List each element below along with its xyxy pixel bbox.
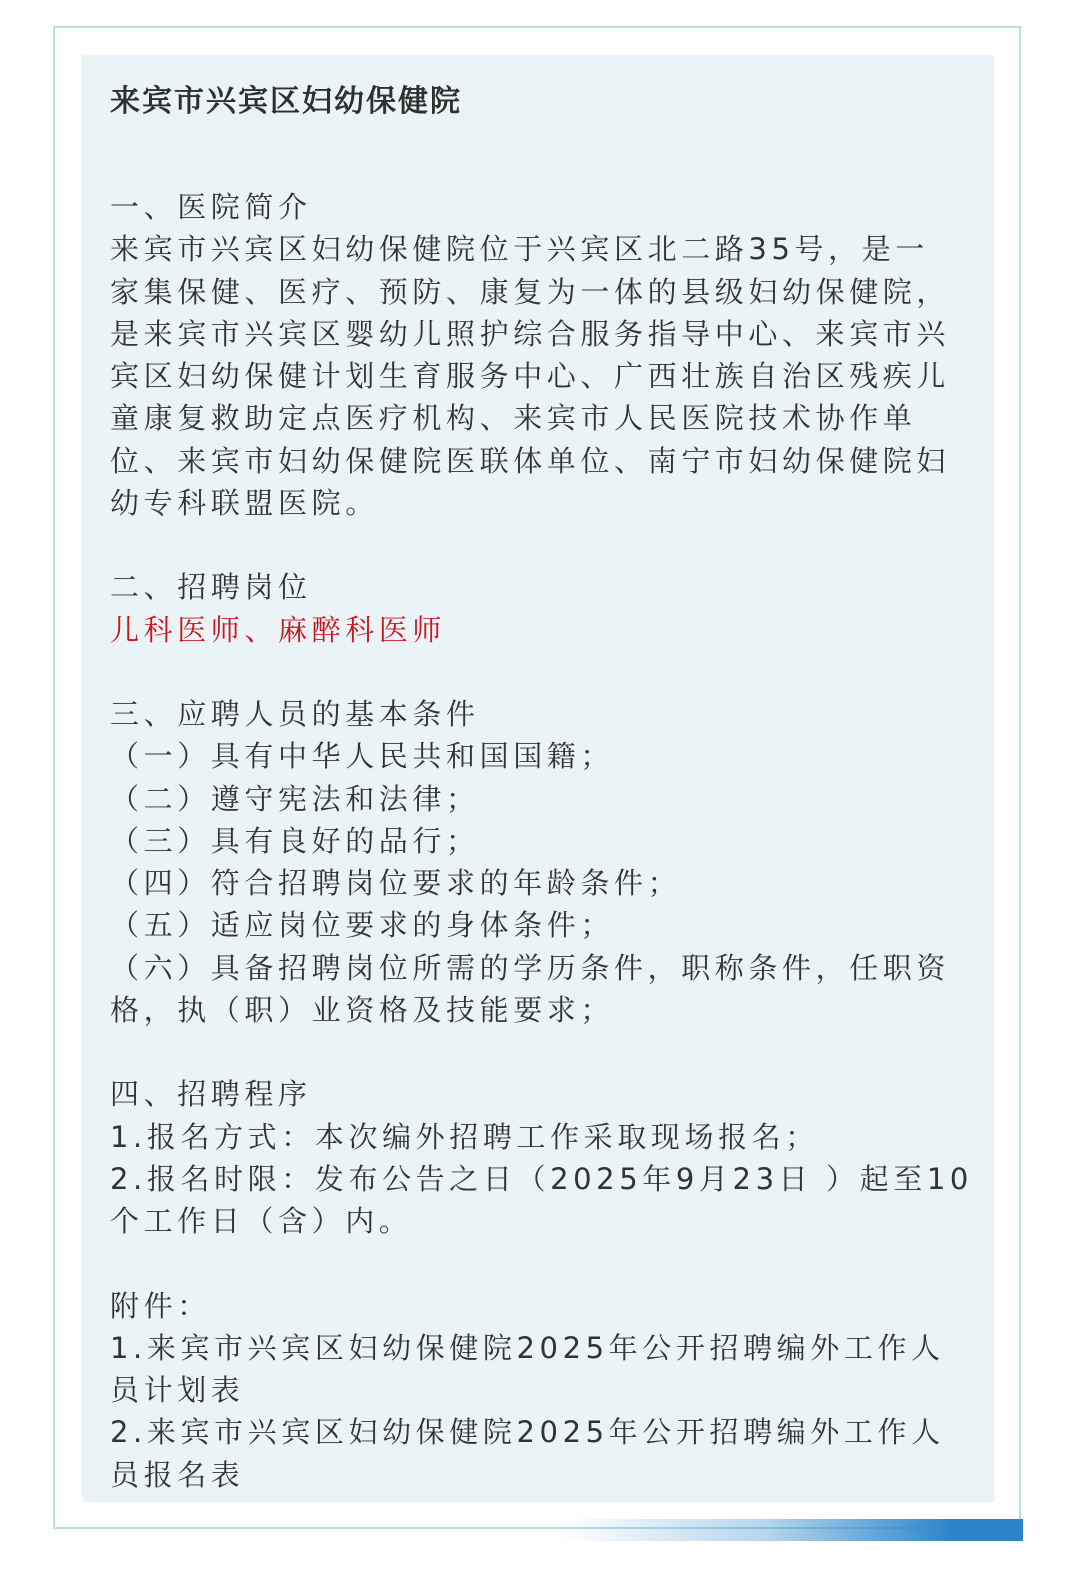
section-requirements xyxy=(110,693,970,1031)
requirement-item: （三）具有良好的品行； xyxy=(110,823,480,858)
paragraph-line: 家集保健、医疗、预防、康复为一体的县级妇幼保健院， xyxy=(110,274,951,309)
section-heading: 三、应聘人员的基本条件 xyxy=(110,696,480,731)
paragraph-line: 位、来宾市妇幼保健院医联体单位、南宁市妇幼保健院妇 xyxy=(110,443,951,478)
section-positions xyxy=(110,566,970,651)
paragraph-line: 幼专科联盟医院。 xyxy=(110,486,379,521)
requirement-item: （六）具备招聘岗位所需的学历条件，职称条件，任职资 xyxy=(110,950,951,985)
requirement-item: （四）符合招聘岗位要求的年龄条件； xyxy=(110,866,682,901)
paragraph-line: 宾区妇幼保健计划生育服务中心、广西壮族自治区残疾儿 xyxy=(110,359,951,394)
procedure-item: 1.报名方式：本次编外招聘工作采取现场报名； xyxy=(110,1119,819,1154)
procedure-item: 2.报名时限：发布公告之日（2025年9月23日 ）起至10 xyxy=(110,1161,973,1196)
paragraph-line: 来宾市兴宾区妇幼保健院位于兴宾区北二路35号，是一 xyxy=(110,232,929,267)
attachment-item-continued: 员计划表 xyxy=(110,1373,245,1408)
section-heading: 四、招聘程序 xyxy=(110,1077,312,1112)
section-attachments xyxy=(110,1285,970,1496)
paragraph-line: 是来宾市兴宾区婴幼儿照护综合服务指导中心、来宾市兴 xyxy=(110,316,951,351)
attachments-heading: 附件： xyxy=(110,1288,211,1323)
section-heading: 二、招聘岗位 xyxy=(110,570,312,605)
positions-list: 儿科医师、麻醉科医师 xyxy=(110,612,447,647)
attachment-item-continued: 员报名表 xyxy=(110,1457,245,1492)
procedure-item-continued: 个工作日（含）内。 xyxy=(110,1204,413,1239)
document-body xyxy=(110,80,973,1538)
attachment-item: 1.来宾市兴宾区妇幼保健院2025年公开招聘编外工作人 xyxy=(110,1330,945,1365)
requirement-item: （一）具有中华人民共和国国籍； xyxy=(110,739,615,774)
requirement-item: （五）适应岗位要求的身体条件； xyxy=(110,908,615,943)
section-heading: 一、医院简介 xyxy=(110,190,312,224)
requirement-item-continued: 格，执（职）业资格及技能要求； xyxy=(110,993,615,1028)
document-title: 来宾市兴宾区妇幼保健院 xyxy=(110,84,462,119)
section-procedure xyxy=(110,1073,973,1242)
requirement-item: （二）遵守宪法和法律； xyxy=(110,781,480,816)
attachment-item: 2.来宾市兴宾区妇幼保健院2025年公开招聘编外工作人 xyxy=(110,1415,945,1450)
section-hospital-intro xyxy=(110,186,970,524)
paragraph-line: 童康复救助定点医疗机构、来宾市人民医院技术协作单 xyxy=(110,401,917,436)
